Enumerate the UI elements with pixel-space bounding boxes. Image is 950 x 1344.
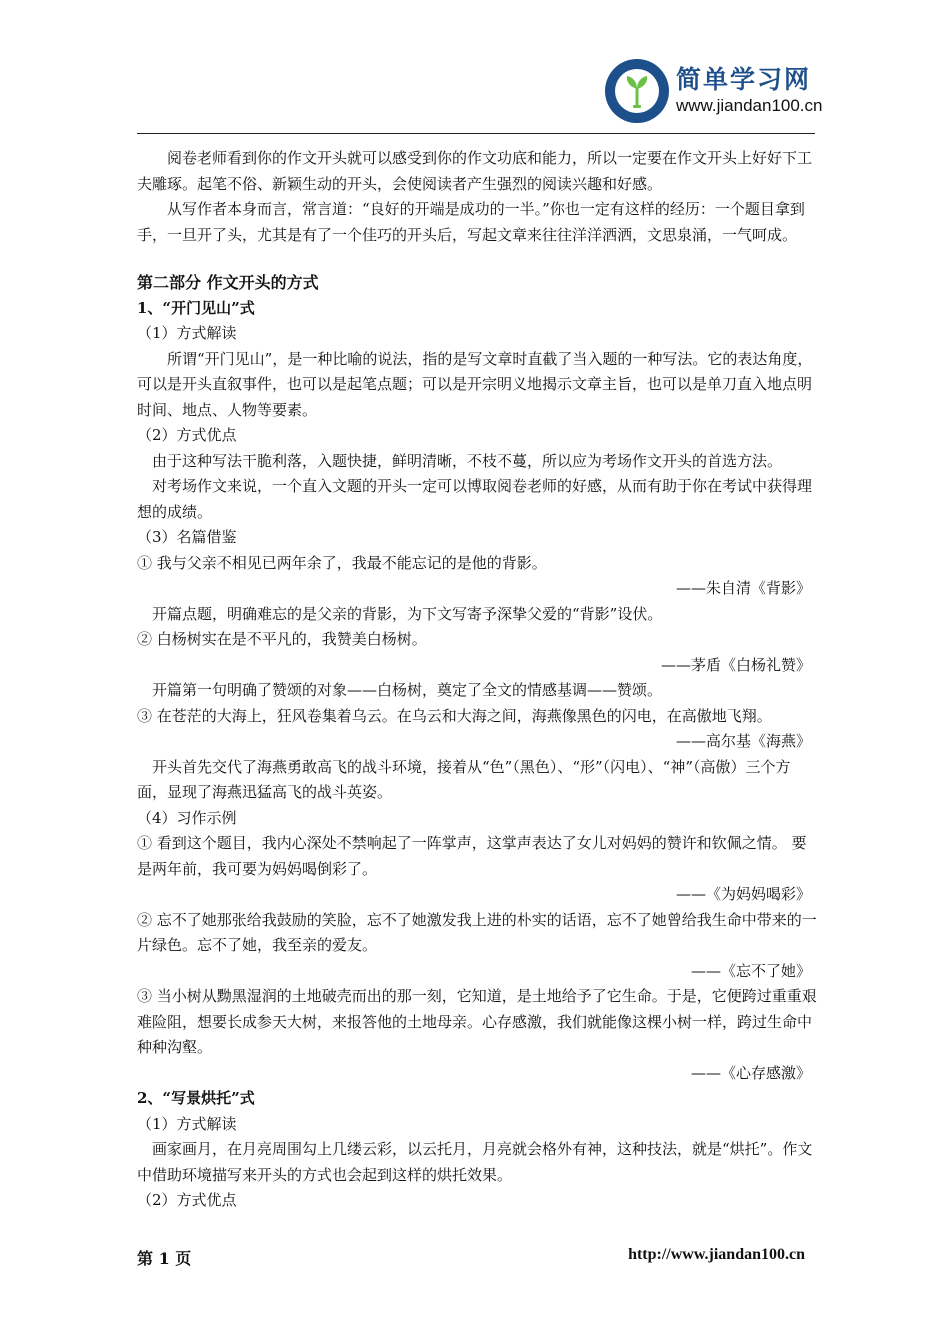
- example-source: ——《为妈妈喝彩》: [675, 885, 811, 903]
- item-heading: （1）方式解读: [137, 324, 237, 342]
- example: ② 忘不了她那张给我鼓励的笑脸，忘不了她激发我上进的朴实的话语，忘不了她曾给我生命中带来的一片绿色。忘不了她，我至亲的爱友。: [137, 910, 817, 954]
- quote-source: ——朱自清《背影》: [675, 579, 811, 597]
- item-heading: （2）方式优点: [137, 1191, 237, 1209]
- sprout-logo-icon: [604, 58, 670, 124]
- quote-note: 开篇点题，明确难忘的是父亲的背影，为下文写寄予深挚父爱的“背影”设伏。: [152, 604, 663, 623]
- article-body: [137, 146, 817, 1214]
- subsection-heading-2: 2、“写景烘托”式: [137, 1089, 255, 1107]
- example: ③ 当小树从黝黑湿润的土地破壳而出的那一刻，它知道，是土地给予了它生命。于是，它便跨过重重艰难险阻，想要长成参天大树，来报答他的土地母亲。心存感激，我们就能像这棵小树一样，跨过生命中种种沟壑。: [137, 987, 817, 1056]
- paragraph: 对考场作文来说，一个直入文题的开头一定可以博取阅卷老师的好感，从而有助于你在考试中获得理想的成绩。: [137, 477, 813, 521]
- quote-note: 开头首先交代了海燕勇敢高飞的战斗环境，接着从“色”（黑色）、“形”（闪电）、“神”（高傲）三个方面，显现了海燕迅猛高飞的战斗英姿。: [137, 757, 791, 801]
- quote-source: ——茅盾《白杨礼赞》: [660, 655, 811, 674]
- paragraph: 画家画月，在月亮周围勾上几缕云彩，以云托月，月亮就会格外有神，这种技法，就是“烘托”。作文中借助环境描写来开头的方式也会起到这样的烘托效果。: [137, 1140, 813, 1184]
- example: ① 看到这个题目，我内心深处不禁响起了一阵掌声，这掌声表达了女儿对妈妈的赞许和钦佩之情。 要是两年前，我可要为妈妈喝倒彩了。: [137, 834, 807, 878]
- example-source: ——《忘不了她》: [690, 961, 811, 980]
- footer-url[interactable]: http://www.jiandan100.cn: [628, 1246, 805, 1263]
- brand-name: 简单学习网: [676, 65, 812, 94]
- item-heading: （4）习作示例: [137, 808, 237, 827]
- item-heading: （3）名篇借鉴: [137, 528, 237, 546]
- header-divider: [137, 133, 815, 134]
- paragraph: 所谓“开门见山”，是一种比喻的说法，指的是写文章时直截了当入题的一种写法。它的表达角度，可以是开头直叙事件，也可以是起笔点题；可以是开宗明义地揭示文章主旨，也可以是单刀直入地点明时间、地点、人物等要素。: [137, 349, 813, 419]
- item-heading: （1）方式解读: [137, 1114, 237, 1133]
- quote-note: 开篇第一句明确了赞颂的对象——白杨树，奠定了全文的情感基调——赞颂。: [152, 681, 663, 699]
- brand-url[interactable]: www.jiandan100.cn: [676, 96, 823, 115]
- paragraph: 由于这种写法干脆利落，入题快捷，鲜明清晰，不枝不蔓，所以应为考场作文开头的首选方法。: [152, 451, 783, 470]
- intro-paragraph-2: 从写作者本身而言，常言道：“良好的开端是成功的一半。”你也一定有这样的经历：一个题目拿到手，一旦开了头，尤其是有了一个佳巧的开头后，写起文章来往往洋洋洒洒，文思泉涌，一气呵成。: [137, 200, 805, 244]
- header-logo[interactable]: [604, 58, 823, 130]
- intro-paragraph-1: 阅卷老师看到你的作文开头就可以感受到你的作文功底和能力，所以一定要在作文开头上好好下工夫雕琢。起笔不俗、新颖生动的开头，会使阅读者产生强烈的阅读兴趣和好感。: [137, 149, 813, 193]
- quote: ③ 在苍茫的大海上，狂风卷集着乌云。在乌云和大海之间，海燕像黑色的闪电，在高傲地飞翔。: [137, 706, 772, 725]
- quote: ① 我与父亲不相见已两年余了，我最不能忘记的是他的背影。: [137, 553, 547, 572]
- subsection-heading-1: 1、“开门见山”式: [137, 298, 255, 317]
- quote: ② 白杨树实在是不平凡的，我赞美白杨树。: [137, 630, 427, 648]
- example-source: ——《心存感激》: [690, 1063, 811, 1082]
- section-heading: 第二部分 作文开头的方式: [137, 273, 319, 292]
- page-number: 第 1 页: [137, 1249, 192, 1268]
- item-heading: （2）方式优点: [137, 426, 237, 444]
- quote-source: ——高尔基《海燕》: [675, 732, 811, 750]
